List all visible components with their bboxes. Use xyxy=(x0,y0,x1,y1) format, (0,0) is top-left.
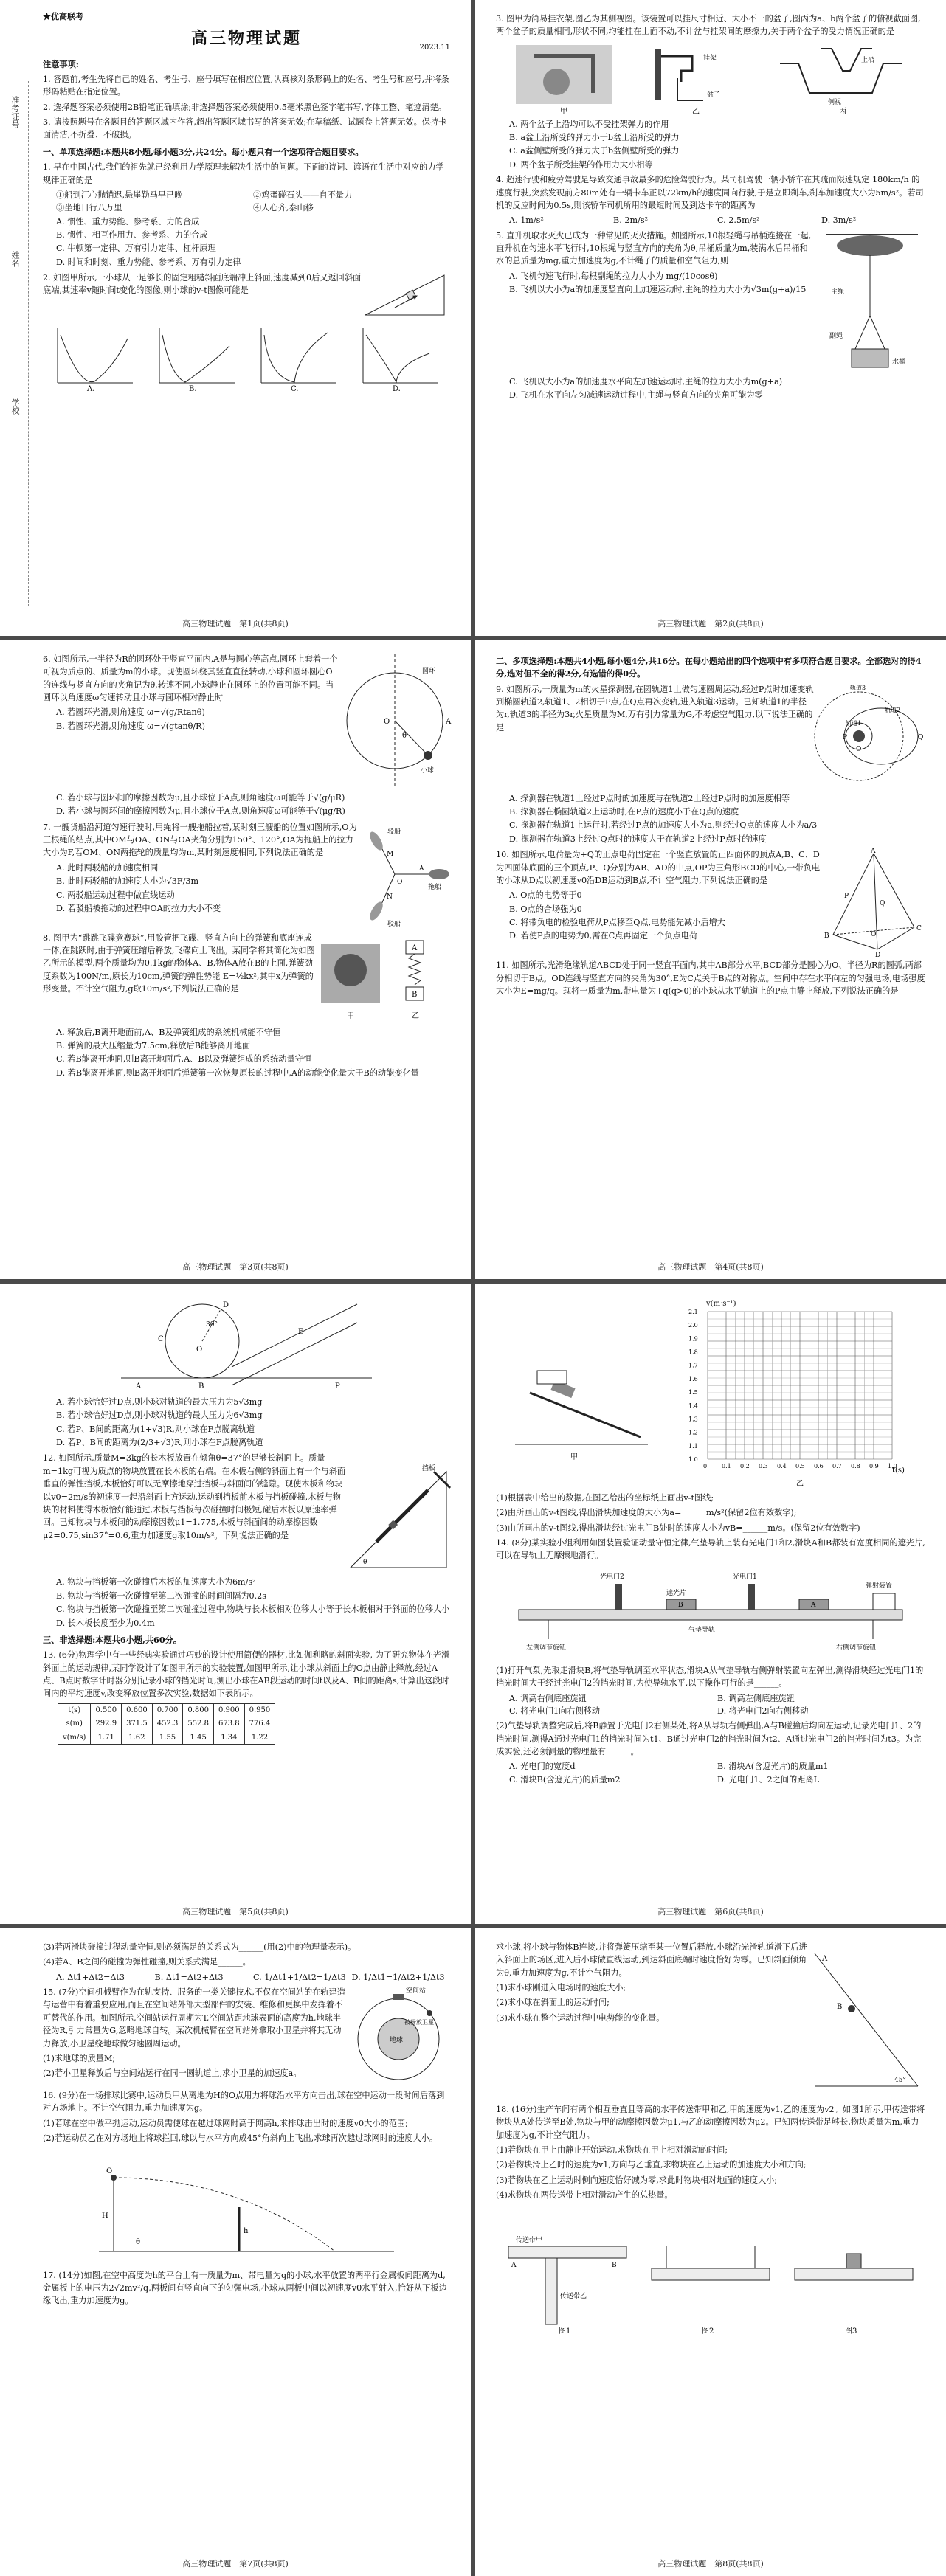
q5-option-c: C. 飞机以大小为a的加速度水平向左加速运动时,主绳的拉力大小为m(g+a) xyxy=(509,376,783,387)
q9-label-q: Q xyxy=(918,733,924,741)
q4-option-c: C. 2.5m/s² xyxy=(717,215,760,226)
q6-ring-figure xyxy=(339,651,450,791)
footer-4: 高三物理试题 第4页(共8页) xyxy=(657,1261,764,1272)
q5-label-bucket: 水桶 xyxy=(892,358,906,366)
q8-stem: 8. 图甲为“跳跳飞碟竞赛球”,用胶管把飞碟、竖直方向上的弹簧和底座连成一体,在跳跃时,由于弹簧压缩后释放,飞碟向上飞出。某同学将其简化为如图乙所示的模型,两个质量均为0.1kg的物体A、B,物体A放在B的上面,弹簧劲度系数为100N/m,原长为10cm,弹簧的弹性势能 E=½kx²,其中x为弹簧的形变量。不计空气阻力,g取10m/s²,下列说法正确的是 xyxy=(43,932,315,994)
q3-side-view xyxy=(648,41,744,115)
q1-item-1: ①船到江心抛锚迟,悬崖勒马早已晚 xyxy=(56,190,183,200)
q14-label-gate2: 光电门2 xyxy=(600,1573,624,1581)
side-label-name: 姓名 xyxy=(10,251,21,267)
q16-stem: 16. (9分)在一场排球比赛中,运动员甲从离地为H的O点用力将球沿水平方向击出,球在空中运动一段时间后落到对方场地上。不计空气阻力,重力加速度为g。 xyxy=(43,2091,445,2113)
x-tick-label: 0.5 xyxy=(795,1463,805,1469)
q6-label-ball: 小球 xyxy=(421,767,435,775)
note-3: 3. 请按照题号在各题目的答题区域内作答,超出答题区域书写的答案无效;在草稿纸、试题卷上答题无效。保持卡面清洁,不折叠、不破损。 xyxy=(43,117,447,140)
q3-label-side: 侧视 xyxy=(828,98,842,106)
note-1: 1. 答题前,考生先将自己的姓名、考生号、座号填写在相应位置,认真核对条形码上的姓名、考生号和座号,并将条形码粘贴在指定位置。 xyxy=(43,75,449,97)
page-2 xyxy=(475,0,946,636)
q14-part1-option-b: B. 调高左侧底座旋钮 xyxy=(717,1693,795,1703)
q10-tetrahedron-figure xyxy=(822,846,925,960)
table-cell: 776.4 xyxy=(244,1717,275,1731)
q10-label-o: O xyxy=(871,931,877,939)
y-tick-label: 1.6 xyxy=(688,1375,698,1382)
x-tick-label: 0.4 xyxy=(776,1463,787,1469)
q1-stem: 1. 早在中国古代,我们的祖先就已经利用力学原理来解决生活中的问题。下面的诗词、谚语在生活中对应的力学规律正确的是 xyxy=(43,162,444,185)
q15-label-satellite: 被释放卫星 xyxy=(404,2019,434,2026)
y-tick-label: 1.1 xyxy=(688,1442,698,1450)
q5-helicopter-figure xyxy=(815,227,925,375)
q3-label-jia: 甲 xyxy=(560,107,567,116)
page-title: 高三物理试题 xyxy=(190,29,302,49)
x-tick-label: 1.0 xyxy=(887,1463,897,1469)
q3-label-bing: 丙 xyxy=(839,107,846,116)
q9-label-o: O xyxy=(856,745,862,753)
q18-figure-2 xyxy=(644,2224,777,2335)
q3-option-d: D. 两个盆子所受挂架的作用力大小相等 xyxy=(509,159,653,170)
table-cell: s(m) xyxy=(58,1717,91,1731)
q11-label-p: P xyxy=(335,1382,340,1391)
q8-label-jia: 甲 xyxy=(347,1011,354,1020)
q6-option-b: B. 若圆环光滑,则角速度 ω=√(gtanθ/R) xyxy=(56,721,205,731)
q11-option-b: B. 若小球恰好过D点,则小球对轨道的最大压力为6√3mg xyxy=(56,1410,263,1421)
q3-label-rim: 上沿 xyxy=(861,56,875,64)
y-tick-label: 1.4 xyxy=(688,1402,698,1410)
q7-label-barge-top: 驳船 xyxy=(387,828,401,836)
q14-part-2: (2)气垫导轨调整完成后,将B静置于光电门2右侧某处,将A从导轨右侧弹出,A与B碰撞后均向左运动,记录光电门1、2的挡光时间,测得A通过光电门1的挡光时间为t1、B通过光电门2的挡光时间为t2、A通过光电门2的挡光时间为t3。为完成实验,还必须测量的物理量有______。 xyxy=(496,1721,922,1756)
q14-label-right-knob: 右侧调节旋钮 xyxy=(836,1644,877,1652)
q17-part-3: (3)求小球在整个运动过程中电势能的变化量。 xyxy=(496,2012,665,2023)
notes-heading: 注意事项: xyxy=(43,58,79,69)
page-6 xyxy=(475,1284,946,1924)
q17-continued: 求小球,将小球与物体B连接,并将弹簧压缩至某一位置后释放,小球沿光滑轨道滑下后进入斜面上的场区,进入后小球做直线运动,到达斜面底端时速度恰好为零。已知斜面倾角为θ,重力加速度为g,不计空气阻力。 xyxy=(496,1942,807,1978)
q14-air-track-figure xyxy=(504,1565,917,1661)
table-cell: 552.8 xyxy=(183,1717,214,1731)
page-3 xyxy=(0,640,471,1279)
q6-label-o: O xyxy=(384,718,390,726)
q13-answer-grid xyxy=(678,1297,914,1489)
q9-label-orbit3: 轨道3 xyxy=(850,684,866,691)
table-row xyxy=(58,1703,275,1717)
q11-label-o: O xyxy=(196,1346,203,1354)
q6-option-c: C. 若小球与圆环间的摩擦因数为μ,且小球位于A点,则角速度ω可能等于√(g/μR) xyxy=(56,793,345,803)
q16-label-theta: θ xyxy=(136,2237,141,2246)
q3-label-yi: 乙 xyxy=(692,107,700,116)
q16-label-h-big: H xyxy=(102,2212,108,2220)
y-tick-label: 1.9 xyxy=(688,1335,698,1343)
footer-2: 高三物理试题 第2页(共8页) xyxy=(657,618,764,629)
q8-label-a: A xyxy=(412,944,418,952)
q11-label-a: A xyxy=(136,1382,142,1391)
q10-label-a: A xyxy=(871,848,876,856)
q10-label-d: D xyxy=(875,952,881,960)
q2-graph-a xyxy=(50,324,137,392)
table-row xyxy=(58,1717,275,1731)
q14-part-4: (4)若A、B之间的碰撞为弹性碰撞,则关系式满足______。 xyxy=(43,1957,251,1967)
q7-label-n: N xyxy=(387,893,393,901)
q10-option-c: C. 将带负电的检验电荷从P点移至Q点,电势能先减小后增大 xyxy=(509,917,725,927)
q7-option-c: C. 两驳船运动过程中做直线运动 xyxy=(56,890,175,900)
q2-graph-b xyxy=(152,324,239,392)
q17-part-2: (2)求小球在斜面上的运动时间; xyxy=(496,1998,610,2008)
x-tick-label: 0.3 xyxy=(758,1463,768,1469)
q7-label-m: M xyxy=(387,850,394,858)
side-label-school: 学校 xyxy=(10,398,21,415)
q17-stem: 17. (14分)如图,在空中高度为h的平台上有一质量为m、带电量为q的小球,水平放置的两平行金属板间距离为d,金属板上的电压为2√2mv²/q,两板间有竖直向下的匀强电场,小球从两板中间以初速度v0水平射入,恰好从下板边缘飞出,重力加速度为g。 xyxy=(43,2270,447,2306)
section-2-heading: 二、多项选择题:本题共4小题,每小题4分,共16分。在每小题给出的四个选项中有多项符合题目要求。全部选对的得4分,选对但不全的得2分,有选错的得0分。 xyxy=(496,656,922,679)
q3-cross-section xyxy=(776,41,909,115)
q14-part4-option-d: D. 1/Δt1=1/Δt2+1/Δt3 xyxy=(351,1972,445,1982)
q14-part-3: (3)若两滑块碰撞过程动量守恒,则必须满足的关系式为______(用(2)中的物理量表示)。 xyxy=(43,1942,356,1952)
q10-label-p: P xyxy=(844,893,849,901)
q2-stem: 2. 如图甲所示,一小球从一足够长的固定粗糙斜面底端冲上斜面,速度减到0后又返回斜面底端,其速率v随时间t变化的图像,则小球的v-t图像可能是 xyxy=(43,273,362,296)
q13-fig-caption-jia: 甲 xyxy=(570,1453,578,1461)
table-cell: 1.45 xyxy=(183,1731,214,1745)
footer-3: 高三物理试题 第3页(共8页) xyxy=(182,1261,289,1272)
q15-part-1: (1)求地球的质量M; xyxy=(43,2053,116,2063)
q10-option-d: D. 若使P点的电势为0,需在C点再固定一个负点电荷 xyxy=(509,931,698,941)
q14-label-a: A xyxy=(811,1601,816,1609)
q18-caption-1: 图1 xyxy=(559,2327,571,2336)
q11-stem: 11. 如图所示,光滑绝缘轨道ABCD处于同一竖直平面内,其中AB部分水平,BCD部分是圆心为O、半径为R的圆弧,两部分相切于B点。OD连线与竖直方向的夹角为30°,E为C点关于B点的对称点。空间中存在水平向左的匀强电场,电场强度大小为E=mg/q。现将一质量为m,带电量为+q(q>0)的小球从水平轨道上的P点由静止释放,下列说法正确的是 xyxy=(496,960,925,996)
q7-option-a: A. 此时两驳船的加速度相同 xyxy=(56,862,159,873)
q11-label-d: D xyxy=(223,1301,229,1309)
q2-graph-c xyxy=(254,324,341,392)
q13-data-table xyxy=(58,1703,275,1745)
q9-option-c: C. 探测器在轨道1上运行时,若经过P点的加速度大小为a,则经过Q点的速度大小为a/3 xyxy=(509,820,818,831)
q14-label-launcher: 弹射装置 xyxy=(866,1582,893,1590)
q5-label-main-rope: 主绳 xyxy=(831,288,845,296)
q14-label-left-knob: 左侧调节旋钮 xyxy=(526,1644,567,1652)
q13-part-3: (3)由所画出的v-t图线,得出滑块经过光电门B处时的速度大小为vB=______m/s。(保留2位有效数字) xyxy=(496,1523,860,1533)
q18-caption-2: 图2 xyxy=(702,2327,714,2336)
q7-label-o: O xyxy=(397,878,403,886)
q16-label-o: O xyxy=(106,2167,113,2175)
q9-orbit-figure xyxy=(815,681,925,792)
q9-label-orbit1: 轨道1 xyxy=(846,719,862,727)
q17-label-angle: 45° xyxy=(894,2077,906,2084)
q8-spring-figure xyxy=(317,929,450,1025)
q3-option-b: B. a盆上沿所受的弹力小于b盆上沿所受的弹力 xyxy=(509,133,680,143)
q15-stem: 15. (7分)空间机械臂作为在轨支持、服务的一类关键技术,不仅在空间站的在轨建造与运营中有着重要应用,而且在空间站外部大型部件的安装、维修和更换中发挥着不可替代的作用。如图所示,空间站运行周期为T,空间站距地球表面的高度为h,地球半径为R,引力常量为G,忽略地球自转。某次机械臂在空间站外拿取小卫星并将其无动力释放,小卫星绕地球做匀速圆周运动。 xyxy=(43,1987,345,2049)
q3-option-a: A. 两个盆子上沿均可以不受挂架弹力的作用 xyxy=(509,119,669,129)
x-tick-label: 0.9 xyxy=(869,1463,879,1469)
q12-stem: 12. 如图所示,质量M=3kg的长木板放置在倾角θ=37°的足够长斜面上。质量m=1kg可视为质点的物块放置在长木板的右端。在木板右侧的斜面上有一个与斜面垂直的弹性挡板,木板恰好可以无摩擦地穿过挡板与斜面间的缝隙。现使木板和物块以v0=2m/s的初速度一起沿斜面上方运动,运动到挡板前木板与挡板碰撞,木板与物块的材料使得木板恰好能通过,木板与挡板每次碰撞时间极短,碰后木板以原速率弹回。已知物块与木板间的动摩擦因数μ1=1.775,木板与斜面间的动摩擦因数μ2=0.75,sin37°=0.6,重力加速度g取10m/s²。下列说法正确的是 xyxy=(43,1453,346,1540)
q12-incline-figure xyxy=(347,1450,450,1575)
q11-option-d: D. 若P、B间的距离为(2/3+√3)R,则小球在F点脱离轨道 xyxy=(56,1438,263,1448)
q16-label-h-small: h xyxy=(244,2226,249,2235)
q2-label-a: A. xyxy=(87,385,95,394)
q17-part-1: (1)求小球刚进入电场时的速度大小; xyxy=(496,1983,626,1993)
q11-label-b: B xyxy=(198,1382,204,1391)
graph-y-label: v(m·s⁻¹) xyxy=(705,1300,736,1308)
q7-label-tug: 拖船 xyxy=(428,883,442,891)
q10-label-b: B xyxy=(824,932,829,941)
q2-label-b: B. xyxy=(189,385,197,394)
table-cell: t(s) xyxy=(58,1703,91,1717)
q18-figure-3 xyxy=(787,2224,920,2335)
q3-label-hanger: 挂架 xyxy=(703,54,717,62)
section-3-heading: 三、非选择题:本题共6小题,共60分。 xyxy=(43,1634,182,1645)
table-row xyxy=(58,1731,275,1745)
footer-8: 高三物理试题 第8页(共8页) xyxy=(657,2558,764,2569)
q1-item-4: ④人心齐,泰山移 xyxy=(253,203,314,213)
q3-option-c: C. a盆侧壁所受的弹力大于b盆侧壁所受的弹力 xyxy=(509,146,680,156)
q13-apparatus-figure xyxy=(508,1297,655,1467)
table-cell: 0.950 xyxy=(244,1703,275,1717)
x-tick-label: 0.7 xyxy=(832,1463,842,1469)
q18-caption-3: 图3 xyxy=(845,2327,857,2336)
q13-part-1: (1)根据表中给出的数据,在图乙给出的坐标纸上画出v-t图线; xyxy=(496,1493,714,1503)
page-8 xyxy=(475,1928,946,2576)
q14-part4-option-b: B. Δt1=Δt2+Δt3 xyxy=(154,1972,224,1982)
q2-label-c: C. xyxy=(291,385,299,394)
q13-part-2: (2)由所画出的v-t图线,得出滑块加速度的大小为a=______m/s²(保留2位有效数字); xyxy=(496,1508,797,1518)
q1-item-2: ②鸡蛋碰石头——自不量力 xyxy=(253,190,353,200)
q6-label-theta: θ xyxy=(402,732,407,740)
table-cell: 0.600 xyxy=(122,1703,153,1717)
x-tick-label: 0.2 xyxy=(739,1463,750,1469)
q1-option-a: A. 惯性、重力势能、参考系、力的合成 xyxy=(56,216,200,226)
x-tick-label: 0.6 xyxy=(813,1463,824,1469)
q9-option-b: B. 探测器在椭圆轨道2上运动时,在P点的速度小于在Q点的速度 xyxy=(509,807,739,817)
q18-part-1: (1)若物块在甲上由静止开始运动,求物块在甲上相对滑动的时间; xyxy=(496,2145,728,2156)
q3-label-basin: 盆子 xyxy=(707,91,721,99)
q15-label-station: 空间站 xyxy=(406,1987,427,1995)
q16-volleyball-figure xyxy=(92,2148,401,2266)
q6-label-a: A xyxy=(446,718,452,726)
y-tick-label: 1.8 xyxy=(688,1348,698,1356)
q14-part2-option-a: A. 光电门的宽度d xyxy=(509,1762,576,1772)
q14-stem: 14. (8分)某实验小组利用如图装置验证动量守恒定律,气垫导轨上装有光电门1和2,滑块A和B都装有宽度相同的遮光片,可以在导轨上无摩擦地滑行。 xyxy=(496,1538,925,1561)
q5-label-sub-rope: 副绳 xyxy=(829,332,843,340)
table-cell: 0.900 xyxy=(214,1703,245,1717)
q12-option-a: A. 物块与挡板第一次碰撞后木板的加速度大小为6m/s² xyxy=(56,1577,256,1588)
table-cell: 371.5 xyxy=(122,1717,153,1731)
table-cell: 0.800 xyxy=(183,1703,214,1717)
q18-label-a: A xyxy=(511,2261,517,2269)
q1-item-3: ③坐地日行八万里 xyxy=(56,203,122,213)
q16-part-2: (2)若运动员乙在对方场地上将球拦回,球以与水平方向成45°角斜向上飞出,求球再次越过球网时的速度大小。 xyxy=(43,2133,438,2144)
q10-label-c: C xyxy=(916,925,922,933)
q16-part-1: (1)若球在空中做平抛运动,运动员需使球在越过球网时高于网高h,求排球击出时的速度v0大小的范围; xyxy=(43,2118,408,2128)
table-cell: 0.500 xyxy=(91,1703,122,1717)
q13-graph-caption-yi: 乙 xyxy=(795,1480,804,1488)
side-label-id: 准考证号 xyxy=(10,96,21,128)
q18-label-belt-b: 传送带乙 xyxy=(560,2292,587,2300)
q11-option-c: C. 若P、B间的距离为(1+√3)R,则小球在F点脱离轨道 xyxy=(56,1424,255,1434)
q9-label-p: P xyxy=(843,733,848,741)
section-1-heading: 一、单项选择题:本题共8小题,每小题3分,共24分。每小题只有一个选项符合题目要求。 xyxy=(43,146,364,157)
q15-part-2: (2)若小卫星释放后与空间站运行在同一圆轨道上,求小卫星的加速度a。 xyxy=(43,2068,302,2079)
q14-part1-option-d: D. 将光电门2向右侧移动 xyxy=(717,1706,809,1716)
table-cell: 0.700 xyxy=(152,1703,183,1717)
binding-margin xyxy=(4,81,29,606)
q6-stem: 6. 如图所示,一半径为R的圆环处于竖直平面内,A是与圆心等高点,圆环上套着一个可视为质点的、质量为m的小球。现使圆环绕其竖直直径转动,小球和圆环圆心O的连线与竖直方向的夹角记为θ,转速不同,小球静止在圆环上的位置可能不同。当圆环以角速度ω匀速转动且小球与圆环相对静止时 xyxy=(43,654,338,703)
table-cell: 452.3 xyxy=(152,1717,183,1731)
q18-label-b: B xyxy=(612,2261,617,2269)
q18-stem: 18. (16分)生产车间有两个相互垂直且等高的水平传送带甲和乙,甲的速度为v1,乙的速度为v2。如图1所示,甲传送带将物块从A处传送至B处,物块与甲的动摩擦因数为μ1,与乙的动摩擦因数为μ2。已知两传送带足够长,物块质量为m,重力加速度为g,不计空气阻力。 xyxy=(496,2105,925,2140)
q14-part-1: (1)打开气泵,先取走滑块B,将气垫导轨调至水平状态,滑块A从气垫导轨右侧弹射装置向左弹出,测得滑块经过光电门1的挡光时间大于经过光电门2的挡光时间,为使导轨水平,以下操作可行的是______。 xyxy=(496,1665,924,1689)
q7-boats-figure xyxy=(362,819,450,929)
q8-label-b: B xyxy=(412,990,418,999)
q5-option-a: A. 飞机匀速飞行时,每根副绳的拉力大小为 mg/(10cosθ) xyxy=(509,271,718,281)
q14-part1-option-a: A. 调高右侧底座旋钮 xyxy=(509,1693,587,1703)
table-cell: 673.8 xyxy=(214,1717,245,1731)
q14-part1-option-c: C. 将光电门1向右侧移动 xyxy=(509,1706,601,1716)
q8-label-yi: 乙 xyxy=(412,1011,419,1020)
q5-option-d: D. 飞机在水平向左匀减速运动过程中,主绳与竖直方向的夹角可能为零 xyxy=(509,389,763,400)
q17-incline-figure xyxy=(807,1939,925,2101)
q3-stem: 3. 图甲为简易挂衣架,图乙为其侧视图。该装置可以挂尺寸相近、大小不一的盆子,图丙为a、b两个盆子的俯视截面图,两个盆子的质量相同,形状不同,均能挂在上面不动,不计盆与挂架间的摩擦力,关于两个盆子的受力情况正确的是 xyxy=(496,14,921,37)
q3-photo-hanger xyxy=(512,41,615,115)
q1-option-d: D. 时间和时刻、重力势能、参考系、万有引力定律 xyxy=(56,257,241,267)
table-cell: 1.71 xyxy=(91,1731,122,1745)
q14-part2-option-c: C. 滑块B(含遮光片)的质量m2 xyxy=(509,1774,621,1784)
q15-label-earth: 地球 xyxy=(390,2037,404,2045)
q18-part-4: (4)求物块在两传送带上相对滑动产生的总热量。 xyxy=(496,2190,673,2201)
grid-lines xyxy=(708,1312,892,1459)
q11-label-c: C xyxy=(158,1335,164,1343)
exam-date: 2023.11 xyxy=(419,44,450,52)
q13-stem: 13. (6分)物理学中有一些经典实验通过巧妙的设计使用简便的器材,比如伽利略的斜面实验, 为了研究物体在光滑斜面上的运动规律,某同学设计了如图甲所示的实验装置,如图甲所示,让小球从斜面上的O点由静止释放,经过A点、B点时数字计时器分别记录小球的挡光时间,测出小球在AB段运动的时间t以及A、B间的距离s,计算出这段时间内的平均速度v,改变释放位置多次实验,数据如下表所示。 xyxy=(43,1650,450,1699)
q12-option-b: B. 物块与挡板第一次碰撞至第二次碰撞的时间间隔为0.2s xyxy=(56,1590,266,1601)
table-cell: 1.62 xyxy=(122,1731,153,1745)
q7-label-a: A xyxy=(419,865,424,873)
q2-graph-d xyxy=(356,324,443,392)
table-cell: 1.22 xyxy=(244,1731,275,1745)
q10-stem: 10. 如图所示,电荷量为+Q的正点电荷固定在一个竖直放置的正四面体的顶点A,B、C、D为四面体底面的三个顶点,P、Q分别为AB、AD的中点,OP为三角形BCD的中心,一带负电的小球从D点以初速度v0沿DB运动到B点,不计空气阻力,下列说法正确的是 xyxy=(496,850,821,885)
page-5 xyxy=(0,1284,471,1924)
q14-label-shield: 遮光片 xyxy=(666,1589,687,1597)
q9-option-a: A. 探测器在轨道1上经过P点时的加速度与在轨道2上经过P点时的加速度相等 xyxy=(509,793,790,803)
y-tick-label: 2.0 xyxy=(688,1322,698,1329)
q11-label-angle: 30° xyxy=(206,1321,218,1329)
q9-option-d: D. 探测器在轨道3上经过Q点时的速度大于在轨道2上经过P点时的速度 xyxy=(509,834,767,844)
q4-option-d: D. 3m/s² xyxy=(821,215,857,226)
q6-option-a: A. 若圆环光滑,则角速度 ω=√(g/Rtanθ) xyxy=(56,707,205,718)
q14-label-gate1: 光电门1 xyxy=(733,1573,757,1581)
footer-7: 高三物理试题 第7页(共8页) xyxy=(182,2558,289,2569)
q4-option-a: A. 1m/s² xyxy=(509,215,544,226)
footer-6: 高三物理试题 第6页(共8页) xyxy=(657,1906,764,1917)
q17-label-a: A xyxy=(822,1955,828,1963)
note-2: 2. 选择题答案必须使用2B铅笔正确填涂;非选择题答案必须使用0.5毫米黑色签字笔书写,字体工整、笔迹清楚。 xyxy=(43,102,446,112)
q17-label-b: B xyxy=(837,2003,843,2011)
q1-option-c: C. 牛顿第一定律、万有引力定律、杠杆原理 xyxy=(56,243,216,254)
y-tick-label: 2.1 xyxy=(688,1309,698,1315)
q7-label-barge-bottom: 驳船 xyxy=(387,920,401,928)
q12-label-theta: θ xyxy=(363,1559,367,1567)
q8-option-b: B. 弹簧的最大压缩量为7.5cm,释放后B能够离开地面 xyxy=(56,1041,251,1051)
q18-part-3: (3)若物块在乙上运动时侧向速度恰好减为零,求此时物块相对地面的速度大小; xyxy=(496,2175,778,2185)
q7-option-b: B. 此时两驳船的加速度大小为√3F/3m xyxy=(56,876,199,887)
q11-option-a: A. 若小球恰好过D点,则小球对轨道的最大压力为5√3mg xyxy=(56,1397,263,1407)
q10-label-q: Q xyxy=(880,900,885,908)
q12-option-d: D. 长木板长度至少为0.4m xyxy=(56,1618,155,1628)
page-4 xyxy=(475,640,946,1279)
y-tick-label: 1.5 xyxy=(688,1389,698,1396)
q18-part-2: (2)若物块滑上乙时的速度为v1,方向与乙垂直,求物块在乙上运动的加速度大小和方向; xyxy=(496,2160,807,2170)
q10-option-a: A. O点的电势等于0 xyxy=(509,890,582,901)
y-tick-label: 1.0 xyxy=(688,1456,698,1463)
q15-orbit-figure xyxy=(347,1984,450,2087)
q14-label-track: 气垫导轨 xyxy=(688,1626,716,1634)
y-tick-label: 1.7 xyxy=(688,1362,698,1369)
footer-5: 高三物理试题 第5页(共8页) xyxy=(182,1906,289,1917)
q7-option-d: D. 若驳船被拖动的过程中OA的拉力大小不变 xyxy=(56,903,221,913)
y-tick-label: 1.2 xyxy=(688,1429,698,1436)
x-tick-label: 0.1 xyxy=(721,1463,731,1469)
q14-part2-option-b: B. 滑块A(含遮光片)的质量m1 xyxy=(717,1762,829,1772)
brand: ★优高联考 xyxy=(43,12,83,21)
q8-option-d: D. 若B能离开地面,则B离开地面后弹簧第一次恢复原长的过程中,A的动能变化量大于B的动能变化量 xyxy=(56,1067,419,1078)
q9-stem: 9. 如图所示,一质量为m的火星探测器,在圆轨道1上做匀速圆周运动,经过P点时加速变轨到椭圆轨道2,轨道1、2相切于P点,在Q点再次变轨,进入轨道3运动。已知轨道1的半径为r,轨道3的半径为3r,火星质量为M,万有引力常量为G,不考虑空气阻力,以下说法正确的是 xyxy=(496,684,814,733)
q18-figure-1 xyxy=(501,2224,634,2335)
table-cell: 292.9 xyxy=(91,1717,122,1731)
q14-part2-option-d: D. 光电门1、2之间的距离L xyxy=(717,1774,820,1784)
y-tick-label: 1.3 xyxy=(688,1416,698,1423)
q5-option-b: B. 飞机以大小为a的加速度竖直向上加速运动时,主绳的拉力大小为√3m(g+a)/15 xyxy=(509,285,807,295)
q2-incline-figure xyxy=(362,269,450,321)
q12-label-baffle: 挡板 xyxy=(422,1465,436,1473)
x-tick-label: 0 xyxy=(702,1463,707,1469)
q2-label-d: D. xyxy=(393,385,401,394)
q10-option-b: B. O点的合场强为0 xyxy=(509,904,582,914)
q12-option-c: C. 物块与挡板第一次碰撞至第二次碰撞过程中,物块与长木板相对位移大小等于长木板相对于斜面的位移大小 xyxy=(56,1604,450,1615)
q14-part4-option-c: C. 1/Δt1+1/Δt2=1/Δt3 xyxy=(253,1972,346,1982)
q6-label-ring: 圆环 xyxy=(422,668,436,675)
page-1 xyxy=(0,0,471,636)
q18-label-belt-a: 传送带甲 xyxy=(516,2236,543,2244)
footer-1: 高三物理试题 第1页(共8页) xyxy=(182,618,289,629)
q5-stem: 5. 直升机取水灭火已成为一种常见的灭火措施。如图所示,10根轻绳与吊桶连接在一起,直升机在匀速水平飞行时,10根绳与竖直方向的夹角为θ,吊桶质量为m,装满水后吊桶和水的总质量为mg,重力加速度为g,不计绳子的质量和空气阻力,则 xyxy=(496,230,812,266)
q7-stem: 7. 一艘货船沿河道匀速行驶时,用绳将一艘拖船拉着,某时刻三艘船的位置如图所示,O为三根绳的结点,其中OM与OA、ON与OA夹角分别为150°、120°,OA为拖船上的拉力大小为F,若OM、ON两拖轮的质量均为m,某时刻速度相同,下列说法正确的是 xyxy=(43,822,357,858)
x-tick-label: 0.8 xyxy=(850,1463,860,1469)
q1-option-b: B. 惯性、相互作用力、参考系、力的合成 xyxy=(56,229,208,240)
q4-stem: 4. 超速行驶和疲劳驾驶是导致交通事故最多的危险驾驶行为。某司机驾驶一辆小轿车在其疏而限速规定 180km/h 的速度行驶,突然发现前方80m处有一辆卡车正以72km/h的速度同向行驶,于是立即刹车,刹车加速度大小为5m/s²。若司机的反应时间为0.5s,则该轿车司机所用的最短时间及到达卡车的距离为 xyxy=(496,175,924,210)
table-cell: 1.55 xyxy=(152,1731,183,1745)
graph-x-label: t(s) xyxy=(891,1467,905,1475)
q9-label-orbit2: 轨道2 xyxy=(885,706,901,713)
page-7 xyxy=(0,1928,471,2576)
q14-part4-option-a: A. Δt1+Δt2=Δt3 xyxy=(56,1972,125,1982)
q4-option-b: B. 2m/s² xyxy=(613,215,649,226)
q11-track-figure xyxy=(114,1297,379,1393)
table-cell: v(m/s) xyxy=(58,1731,91,1745)
q14-label-b: B xyxy=(678,1601,683,1609)
q6-option-d: D. 若小球与圆环间的摩擦因数为μ,且小球位于A点,则角速度ω可能等于√(μg/R) xyxy=(56,806,345,817)
table-cell: 1.34 xyxy=(214,1731,245,1745)
q11-label-e: E xyxy=(298,1328,304,1336)
q8-option-c: C. 若B能离开地面,则B离开地面后,A、B以及弹簧组成的系统动量守恒 xyxy=(56,1054,312,1064)
q8-option-a: A. 释放后,B离开地面前,A、B及弹簧组成的系统机械能不守恒 xyxy=(56,1027,281,1037)
